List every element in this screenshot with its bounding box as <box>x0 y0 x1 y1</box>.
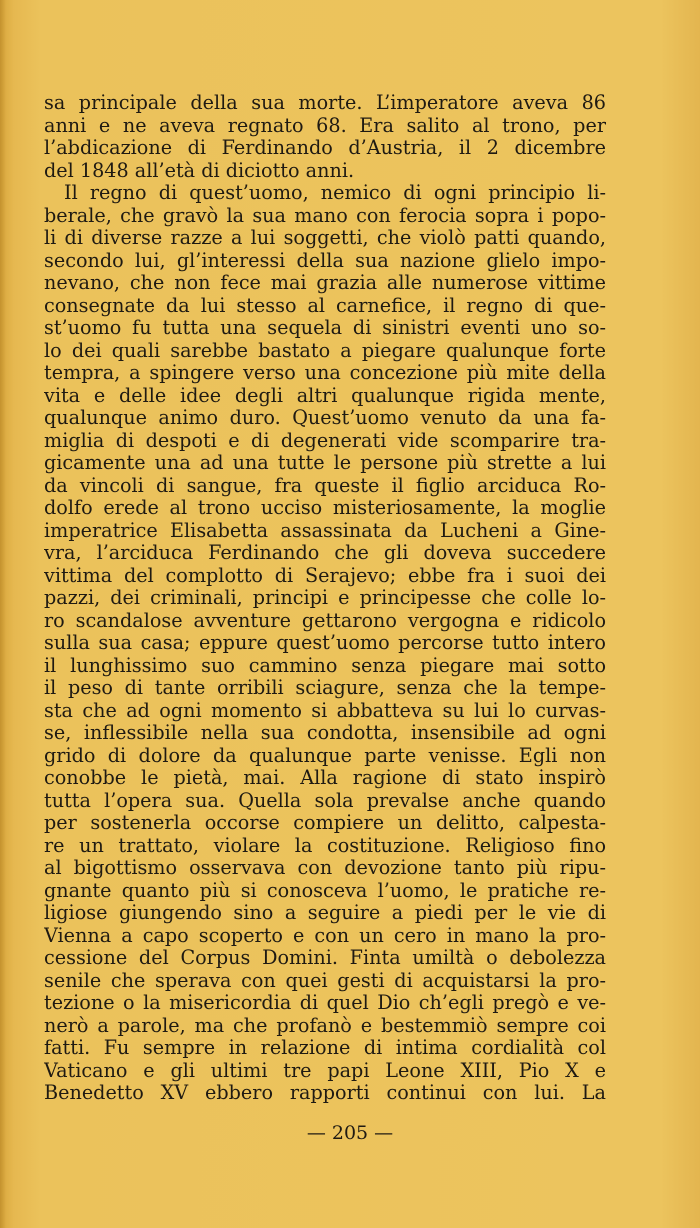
text-line: vra, l’arciduca Ferdinando che gli doveva succedere <box>44 542 606 564</box>
text-line: Benedetto XV ebbero rapporti continui con lui. La <box>44 1082 606 1104</box>
body-text <box>44 92 606 1105</box>
text-line: nevano, che non fece mai grazia alle numerose vittime <box>44 272 606 294</box>
text-line: anni e ne aveva regnato 68. Era salito al trono, per <box>44 114 606 137</box>
text-line: al bigottismo osservava con devozione tanto più ripu- <box>44 857 606 879</box>
text-line: sta che ad ogni momento si abbatteva su lui lo curvas- <box>44 699 606 722</box>
text-line: del 1848 all’età di diciotto anni. <box>44 159 355 182</box>
text-line: st’uomo fu tutta una sequela di sinistri eventi uno so- <box>44 317 606 339</box>
text-line: sulla sua casa; eppure quest’uomo percorse tutto intero <box>44 632 606 654</box>
text-line: senile che sperava con quei gesti di acquistarsi la pro- <box>44 969 606 992</box>
text-line: nerò a parole, ma che profanò e bestemmiò sempre coi <box>44 1014 606 1037</box>
text-line: grido di dolore da qualunque parte venisse. Egli non <box>44 744 606 767</box>
text-line: tezione o la misericordia di quel Dio ch’egli pregò e ve- <box>44 992 606 1014</box>
text-line: Vienna a capo scoperto e con un cero in mano la pro- <box>44 924 606 947</box>
text-line: tutta l’opera sua. Quella sola prevalse anche quando <box>44 789 606 812</box>
text-line: secondo lui, gl’interessi della sua nazione glielo impo- <box>44 249 606 272</box>
page-edge-shadow <box>0 0 6 1228</box>
text-line: dolfo erede al trono ucciso misteriosamente, la moglie <box>44 497 606 519</box>
text-line: pazzi, dei criminali, principi e principesse che colle lo- <box>44 587 606 609</box>
text-line: li di diverse razze a lui soggetti, che violò patti quando, <box>44 227 606 249</box>
text-line: tempra, a spingere verso una concezione più mite della <box>44 362 606 384</box>
text-line: consegnate da lui stesso al carnefice, il regno di que- <box>44 294 606 317</box>
text-line: da vincoli di sangue, fra queste il figlio arciduca Ro- <box>44 474 606 497</box>
text-line: conobbe le pietà, mai. Alla ragione di stato inspirò <box>44 767 606 789</box>
text-line: vita e delle idee degli altri qualunque rigida mente, <box>44 384 606 407</box>
text-line: ligiose giungendo sino a seguire a piedi per le vie di <box>44 902 606 924</box>
text-line: il lunghissimo suo cammino senza piegare mai sotto <box>44 654 606 677</box>
text-line: ro scandalose avventure gettarono vergogna e ridicolo <box>44 609 606 632</box>
text-line: vittima del complotto di Serajevo; ebbe fra i suoi dei <box>44 564 606 587</box>
text-line: imperatrice Elisabetta assassinata da Lucheni a Gine- <box>44 519 606 542</box>
text-line: qualunque animo duro. Quest’uomo venuto da una fa- <box>44 407 606 429</box>
text-line: il peso di tante orribili sciagure, senza che la tempe- <box>44 677 606 699</box>
text-line: sa principale della sua morte. L’imperatore aveva 86 <box>44 92 606 114</box>
text-line: se, inflessibile nella sua condotta, insensibile ad ogni <box>44 722 606 744</box>
text-line: berale, che gravò la sua mano con ferocia sopra i popo- <box>44 204 606 227</box>
text-line: Vaticano e gli ultimi tre papi Leone XIII, Pio X e <box>44 1059 606 1082</box>
text-line: cessione del Corpus Domini. Finta umiltà o debolezza <box>44 947 606 969</box>
page-number: — 205 — <box>306 1122 394 1144</box>
text-line: fatti. Fu sempre in relazione di intima cordialità col <box>44 1037 606 1059</box>
text-line: re un trattato, violare la costituzione. Religioso fino <box>44 834 606 857</box>
text-line: gnante quanto più si conosceva l’uomo, le pratiche re- <box>44 879 606 902</box>
text-line: l’abdicazione di Ferdinando d’Austria, il 2 dicembre <box>44 137 606 159</box>
text-line: lo dei quali sarebbe bastato a piegare qualunque forte <box>44 339 606 362</box>
text-line: Il regno di quest’uomo, nemico di ogni principio li- <box>64 182 606 204</box>
text-line: miglia di despoti e di degenerati vide scomparire tra- <box>44 429 606 452</box>
text-line: gicamente una ad una tutte le persone più strette a lui <box>44 452 606 474</box>
text-line: per sostenerla occorse compiere un delitto, calpesta- <box>44 812 606 834</box>
